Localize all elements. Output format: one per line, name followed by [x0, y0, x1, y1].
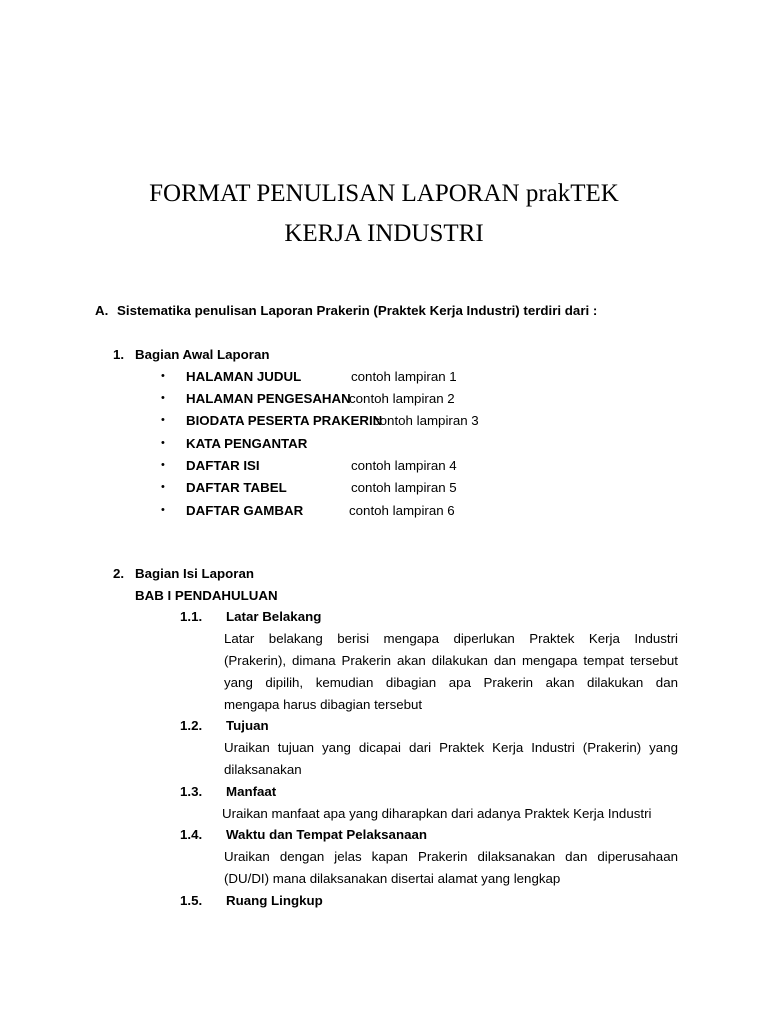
subsection-title: Tujuan [226, 718, 269, 733]
subsection-body [224, 737, 678, 781]
subsection-title: Ruang Lingkup [226, 893, 323, 908]
body-line: Uraikan manfaat apa yang diharapkan dari adanya Praktek Kerja Industri [222, 806, 652, 821]
section-a-marker: A. [95, 303, 109, 318]
body-line: dilaksanakan [224, 762, 302, 777]
subsection-body [222, 803, 676, 825]
subsection-body [224, 628, 678, 716]
bullet-icon: • [161, 437, 165, 449]
subsection-number: 1.3. [180, 784, 203, 799]
bullet-icon: • [161, 459, 165, 471]
bullet-icon: • [161, 414, 165, 426]
list-item-note: contoh lampiran 6 [349, 503, 455, 518]
part-2-heading: Bagian Isi Laporan [135, 566, 254, 581]
section-a-text: Sistematika penulisan Laporan Prakerin (Praktek Kerja Industri) terdiri dari : [117, 303, 598, 318]
list-item-note: contoh lampiran 5 [351, 480, 457, 495]
list-item-note: contoh lampiran 2 [349, 391, 455, 406]
bullet-icon: • [161, 370, 165, 382]
body-line: yang dipilih, kemudian dibagian apa Prakerin akan dilakukan dan [224, 675, 678, 690]
list-item-label: HALAMAN PENGESAHAN [186, 391, 351, 406]
chapter-heading: BAB I PENDAHULUAN [135, 588, 278, 603]
body-line: Uraikan tujuan yang dicapai dari Praktek Kerja Industri (Prakerin) yang [224, 740, 678, 755]
bullet-icon: • [161, 481, 165, 493]
subsection-title: Waktu dan Tempat Pelaksanaan [226, 827, 427, 842]
body-line: mengapa harus dibagian tersebut [224, 697, 423, 712]
body-line: (DU/DI) mana dilaksanakan disertai alamat yang lengkap [224, 871, 561, 886]
subsection-number: 1.2. [180, 718, 203, 733]
list-item-label: BIODATA PESERTA PRAKERIN [186, 413, 383, 428]
subsection-number: 1.5. [180, 893, 203, 908]
subsection-title: Latar Belakang [226, 609, 322, 624]
subsection-number: 1.1. [180, 609, 203, 624]
part-1-heading: Bagian Awal Laporan [135, 347, 270, 362]
part-1-number: 1. [113, 347, 125, 362]
part-2-number: 2. [113, 566, 125, 581]
body-line: Uraikan dengan jelas kapan Prakerin dilaksanakan dan diperusahaan [224, 849, 678, 864]
document-title-line-2: KERJA INDUSTRI [284, 220, 484, 247]
body-line: Latar belakang berisi mengapa diperlukan Praktek Kerja Industri [224, 631, 678, 646]
document-title-line-1: FORMAT PENULISAN LAPORAN prakTEK [149, 180, 619, 207]
subsection-number: 1.4. [180, 827, 203, 842]
list-item-label: HALAMAN JUDUL [186, 369, 302, 384]
list-item-label: KATA PENGANTAR [186, 436, 308, 451]
bullet-icon: • [161, 504, 165, 516]
list-item-note: contoh lampiran 1 [351, 369, 457, 384]
list-item-note: contoh lampiran 4 [351, 458, 457, 473]
list-item-label: DAFTAR ISI [186, 458, 260, 473]
list-item-label: DAFTAR GAMBAR [186, 503, 304, 518]
list-item-note: contoh lampiran 3 [373, 413, 479, 428]
subsection-body [224, 846, 678, 890]
body-line: (Prakerin), dimana Prakerin akan dilakukan dan mengapa tempat tersebut [224, 653, 678, 668]
bullet-icon: • [161, 392, 165, 404]
subsection-title: Manfaat [226, 784, 277, 799]
list-item-label: DAFTAR TABEL [186, 480, 287, 495]
